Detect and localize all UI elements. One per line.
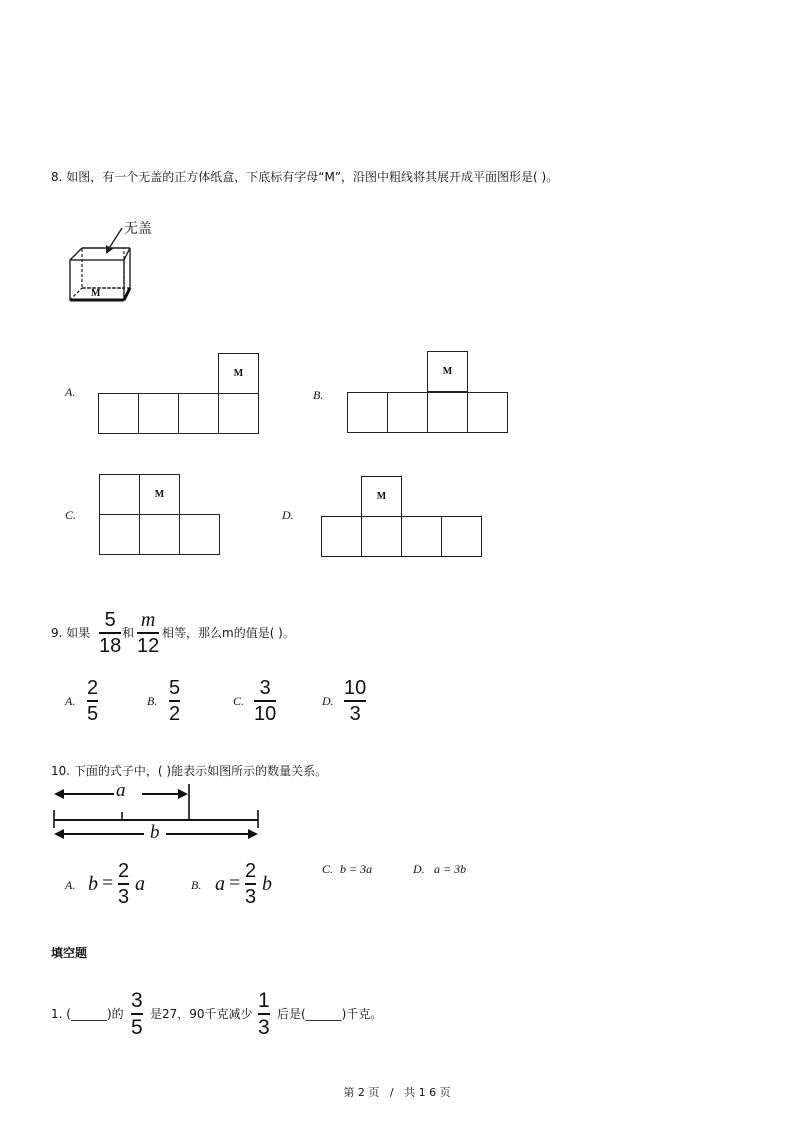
q10-option-c-label[interactable]: C. [322, 862, 334, 876]
fill1-part2: 是27，90千克减少 [150, 1007, 253, 1021]
q8-option-a-net[interactable] [98, 353, 262, 435]
q10-option-a-label[interactable]: A. [65, 878, 76, 892]
q10-option-c-expression[interactable]: b = 3a [340, 862, 373, 876]
net-square [361, 516, 402, 557]
q10-option-b-equation[interactable]: a = 2 3 b [215, 860, 272, 908]
net-square [99, 514, 140, 555]
q9-mid: 和 [122, 626, 135, 640]
q10-text: 10. 下面的式子中，( )能表示如图所示的数量关系。 [51, 764, 328, 778]
q8-option-c-label[interactable]: C. [65, 508, 77, 522]
q8-option-d-label[interactable]: D. [282, 508, 294, 522]
open-cube-figure [66, 214, 176, 306]
q9-option-a-label[interactable]: A. [65, 694, 76, 708]
q8-option-c-net[interactable] [99, 474, 223, 556]
page-footer: 第 2 页 / 共 1 6 页 [343, 1086, 451, 1099]
net-square [139, 514, 180, 555]
net-square [387, 392, 428, 433]
q8-option-a-label[interactable]: A. [65, 385, 76, 399]
q9-option-c-label[interactable]: C. [233, 694, 245, 708]
q8-option-b-net[interactable] [347, 351, 511, 435]
net-square [179, 514, 220, 555]
q9-prefix: 9. 如果 [51, 626, 91, 640]
net-square [401, 516, 442, 557]
segment-a-label: a [116, 780, 126, 801]
cube-label: 无盖 [124, 222, 152, 237]
q9-option-c-fraction[interactable]: 3 10 [254, 677, 277, 725]
q10-option-a-equation[interactable]: b = 2 3 a [88, 860, 145, 908]
segment-diagram [50, 780, 265, 848]
q10-option-d-expression[interactable]: a = 3b [434, 862, 467, 876]
net-square [467, 392, 508, 433]
section-title: 填空题 [51, 946, 88, 960]
net-square [218, 393, 259, 434]
net-square [178, 393, 219, 434]
net-square [99, 474, 140, 515]
net-square-m: M [139, 474, 180, 515]
net-square [98, 393, 139, 434]
net-square [441, 516, 482, 557]
net-square-m: M [361, 476, 402, 517]
net-square-m: M [427, 351, 468, 392]
segment-b-label: b [150, 822, 160, 843]
fill1-fraction-2: 1 3 [258, 989, 270, 1039]
q8-option-d-net[interactable] [321, 476, 485, 558]
q10-option-d-label[interactable]: D. [413, 862, 425, 876]
q8-text: 8. 如图，有一个无盖的正方体纸盒，下底标有字母“M”，沿图中粗线将其展开成平面图形是( )。 [51, 170, 559, 184]
net-square [138, 393, 179, 434]
q9-option-b-label[interactable]: B. [147, 694, 158, 708]
q8-option-b-label[interactable]: B. [313, 388, 324, 402]
q10-option-b-label[interactable]: B. [191, 878, 202, 892]
net-square [321, 516, 362, 557]
fill1-part3: 后是(______)千克。 [277, 1007, 383, 1021]
q9-suffix: 相等，那么m的值是( )。 [162, 626, 295, 640]
q9-fraction-2: m 12 [137, 609, 160, 657]
net-square [427, 392, 468, 433]
net-square-m: M [218, 353, 259, 394]
q9-fraction-1: 5 18 [99, 609, 122, 657]
fill1-part1: 1. (______)的 [51, 1007, 124, 1021]
q9-option-b-fraction[interactable]: 5 2 [169, 677, 181, 725]
cube-letter: M [91, 288, 101, 299]
net-square [347, 392, 388, 433]
q9-option-a-fraction[interactable]: 2 5 [87, 677, 99, 725]
q9-option-d-label[interactable]: D. [322, 694, 334, 708]
fill1-fraction-1: 3 5 [131, 989, 143, 1039]
q9-option-d-fraction[interactable]: 10 3 [344, 677, 367, 725]
